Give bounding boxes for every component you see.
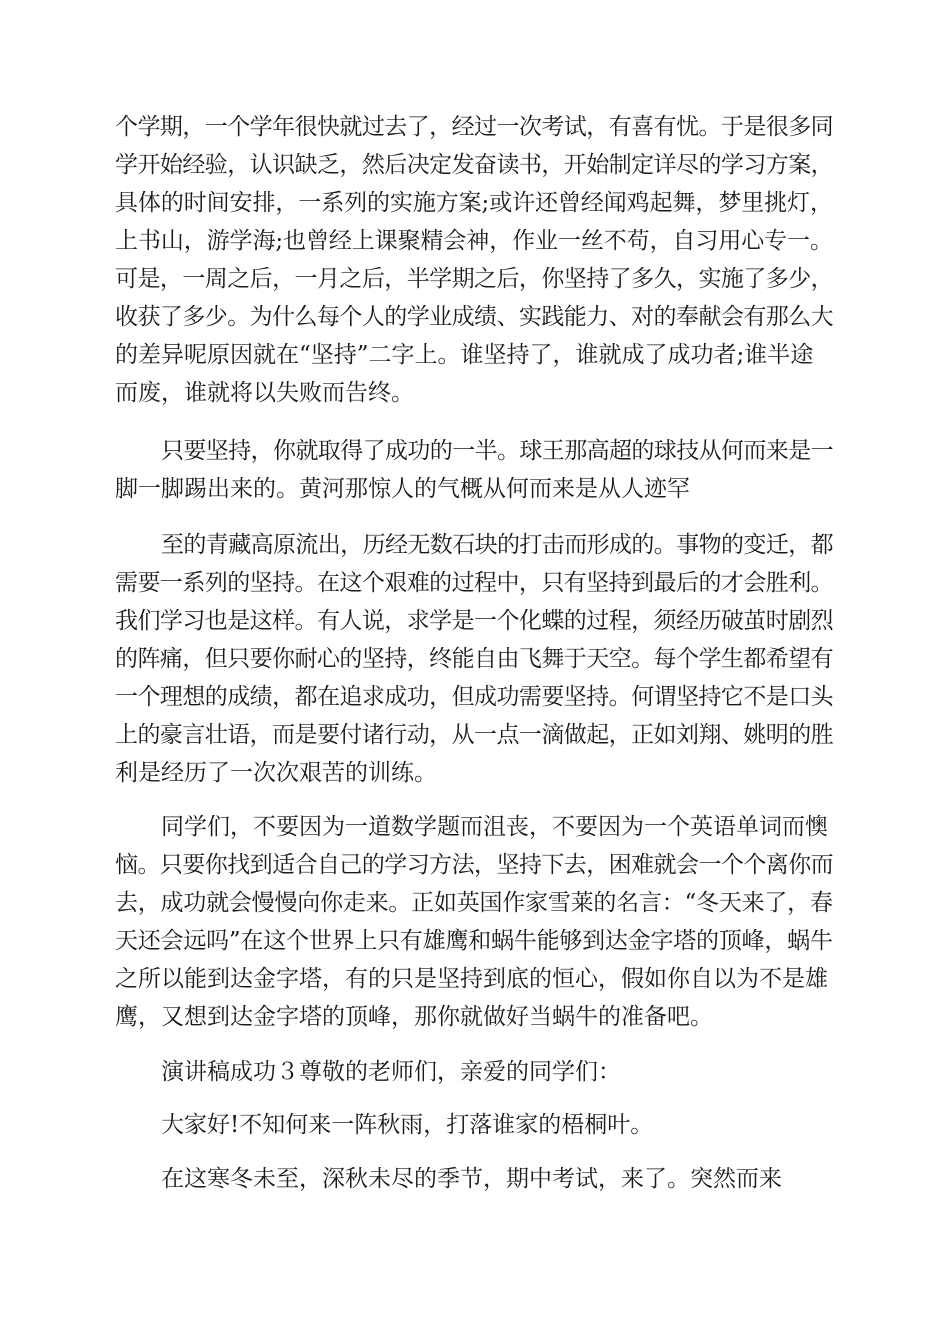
text-line: 利是经历了一次次艰苦的训练。	[115, 760, 437, 786]
text-line: 需要一系列的坚持。在这个艰难的过程中，只有坚持到最后的才会胜利。	[115, 570, 834, 596]
text-line: 只要坚持，你就取得了成功的一半。球王那高超的球技从何而来是一	[161, 438, 834, 464]
text-line: 去，成功就会慢慢向你走来。正如英国作家雪莱的名言：“冬天来了，春	[115, 890, 833, 916]
text-line: 我们学习也是这样。有人说，求学是一个化蝶的过程，须经历破茧时剧烈	[115, 608, 834, 634]
paragraph-2	[115, 432, 833, 508]
text-line: 的差异呢原因就在“坚持”二字上。谁坚持了，谁就成了成功者;谁半途	[115, 342, 814, 368]
text-line: 在这寒冬未至，深秋未尽的季节，期中考试，来了。突然而来	[161, 1166, 782, 1192]
text-line: 个学期，一个学年很快就过去了，经过一次考试，有喜有忧。于是很多同	[115, 114, 834, 140]
text-line: 恼。只要你找到适合自己的学习方法，坚持下去，困难就会一个个离你而	[115, 852, 834, 878]
paragraph-4	[115, 808, 833, 1036]
text-line: 而废，谁就将以失败而告终。	[115, 380, 414, 406]
text-line: 可是，一周之后，一月之后，半学期之后，你坚持了多久，实施了多少，	[115, 266, 834, 292]
paragraph-5	[161, 1053, 833, 1091]
text-line: 上的豪言壮语，而是要付诸行动，从一点一滴做起，正如刘翔、姚明的胜	[115, 722, 834, 748]
paragraph-1	[115, 108, 833, 412]
text-line: 上书山，游学海;也曾经上课聚精会神，作业一丝不苟，自习用心专一。	[115, 228, 833, 254]
text-line: 天还会远吗”在这个世界上只有雄鹰和蜗牛能够到达金字塔的顶峰，蜗牛	[115, 928, 833, 954]
text-line: 脚一脚踢出来的。黄河那惊人的气概从何而来是从人迹罕	[115, 476, 690, 502]
text-line: 之所以能到达金字塔，有的只是坚持到底的恒心，假如你自以为不是雄	[115, 966, 828, 992]
text-line: 学开始经验，认识缺乏，然后决定发奋读书，开始制定详尽的学习方案，	[115, 152, 834, 178]
text-line: 至的青藏高原流出，历经无数石块的打击而形成的。事物的变迁，都	[161, 532, 834, 558]
text-line: 鹰，又想到达金字塔的顶峰，那你就做好当蜗牛的准备吧。	[115, 1004, 713, 1030]
text-line: 收获了多少。为什么每个人的学业成绩、实践能力、对的奉献会有那么大	[115, 304, 834, 330]
text-line: 同学们，不要因为一道数学题而沮丧，不要因为一个英语单词而懊	[161, 814, 828, 840]
paragraph-7	[161, 1160, 833, 1198]
paragraph-3	[115, 526, 833, 792]
text-line: 大家好!不知何来一阵秋雨，打落谁家的梧桐叶。	[161, 1112, 654, 1138]
paragraph-6	[161, 1106, 833, 1144]
text-line: 的阵痛，但只要你耐心的坚持，终能自由飞舞于天空。每个学生都希望有	[115, 646, 834, 672]
text-line: 具体的时间安排，一系列的实施方案;或许还曾经闻鸡起舞，梦里挑灯，	[115, 190, 833, 216]
text-line: 一个理想的成绩，都在追求成功，但成功需要坚持。何谓坚持它不是口头	[115, 684, 834, 710]
text-line: 演讲稿成功３尊敬的老师们，亲爱的同学们：	[161, 1059, 621, 1085]
